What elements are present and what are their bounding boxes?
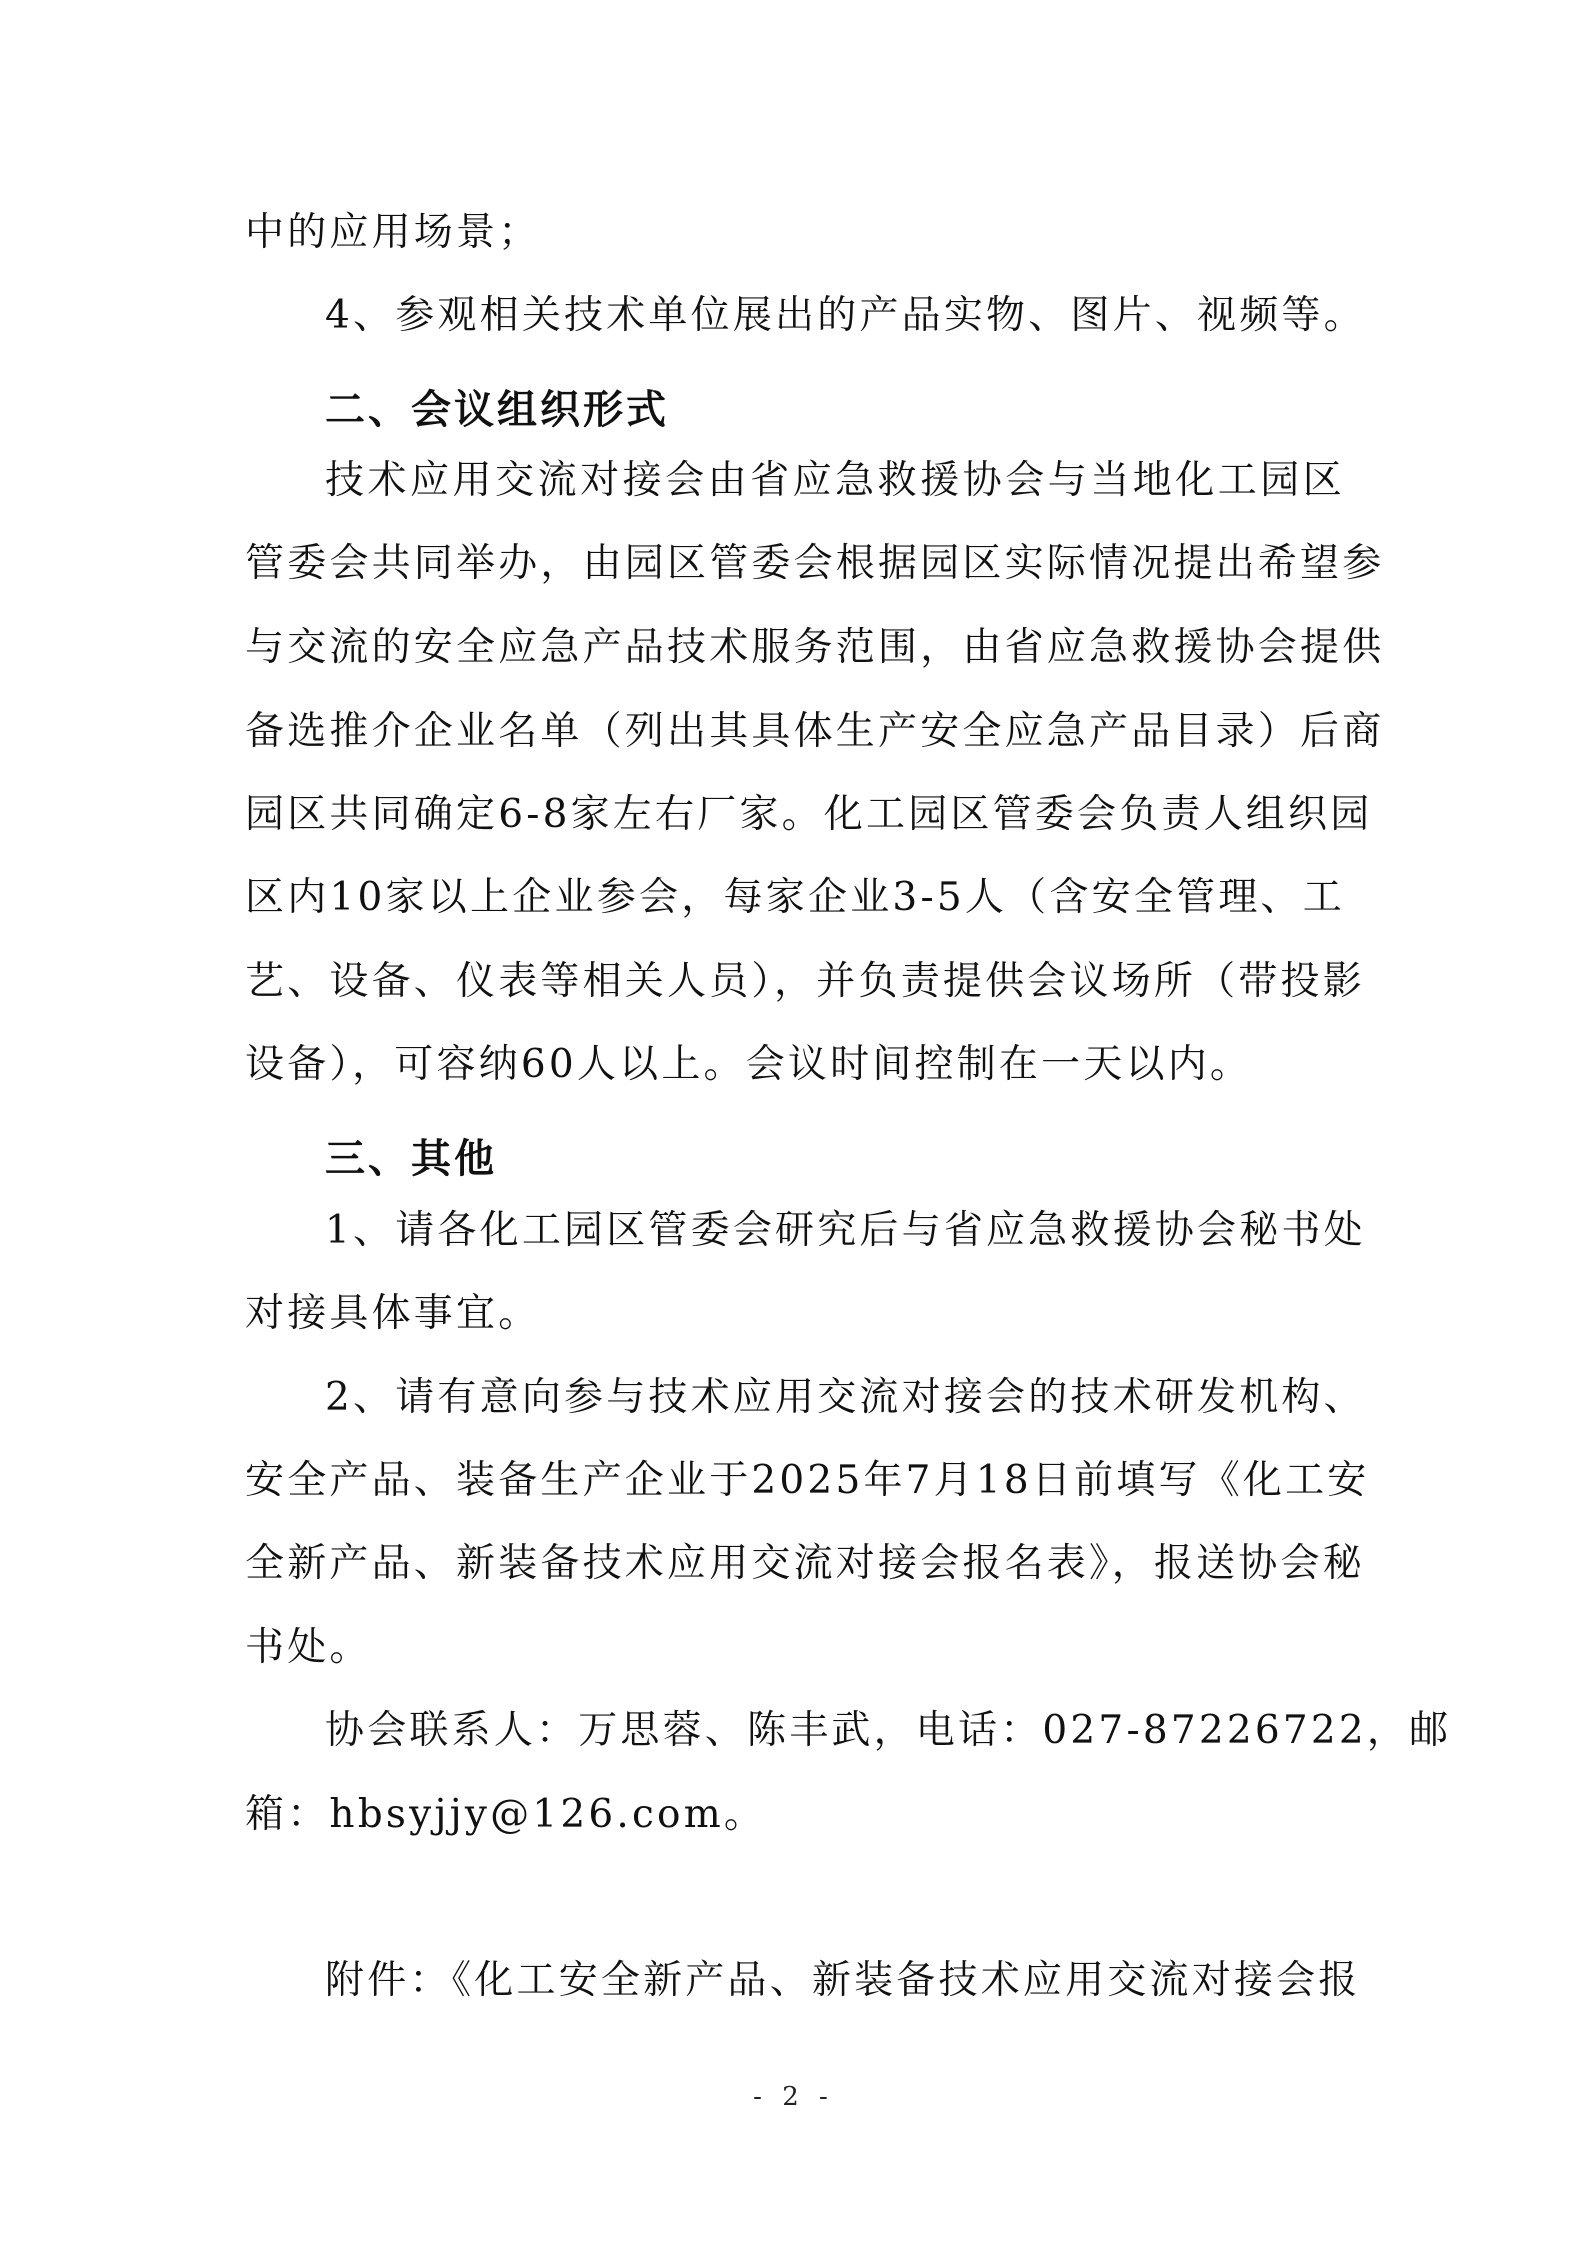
attachment-line: 附件：《化工安全新产品、新装备技术应用交流对接会报 xyxy=(325,1958,1361,2003)
paragraph-line: 对接具体事宜。 xyxy=(245,1291,541,1336)
paragraph-line: 艺、设备、仪表等相关人员），并负责提供会议场所（带投影 xyxy=(245,959,1365,1004)
paragraph-line: 安全产品、装备生产企业于2025年7月18日前填写《化工安 xyxy=(245,1458,1370,1503)
contact-email-line: 箱：hbsyjjy@126.com。 xyxy=(245,1792,767,1837)
paragraph-line: 1、请各化工园区管委会研究后与省应急救援协会秘书处 xyxy=(325,1208,1366,1253)
paragraph-line: 全新产品、新装备技术应用交流对接会报名表》，报送协会秘 xyxy=(245,1541,1365,1586)
paragraph-line: 2、请有意向参与技术应用交流对接会的技术研发机构、 xyxy=(325,1375,1366,1420)
paragraph-line: 书处。 xyxy=(245,1625,372,1670)
paragraph-line: 备选推介企业名单（列出其具体生产安全应急产品目录）后商 xyxy=(245,709,1385,754)
paragraph-line: 园区共同确定6-8家左右厂家。化工园区管委会负责人组织园 xyxy=(245,792,1373,837)
paragraph-line: 区内10家以上企业参会，每家企业3-5人（含安全管理、工 xyxy=(245,875,1345,920)
page-number: - 2 - xyxy=(753,2082,834,2112)
section-heading-organization: 二、会议组织形式 xyxy=(325,387,669,433)
paragraph-line: 设备），可容纳60人以上。会议时间控制在一天以内。 xyxy=(245,1042,1253,1087)
paragraph-line: 与交流的安全应急产品技术服务范围，由省应急救援协会提供 xyxy=(245,625,1385,670)
paragraph-line: 技术应用交流对接会由省应急救援协会与当地化工园区 xyxy=(325,458,1345,503)
contact-line: 协会联系人：万思蓉、陈丰武，电话：027-87226722，邮 xyxy=(325,1708,1452,1753)
paragraph-line: 中的应用场景； xyxy=(245,210,541,255)
section-heading-other: 三、其他 xyxy=(325,1136,497,1182)
paragraph-line: 4、参观相关技术单位展出的产品实物、图片、视频等。 xyxy=(325,293,1366,338)
paragraph-line: 管委会共同举办，由园区管委会根据园区实际情况提出希望参 xyxy=(245,541,1385,586)
